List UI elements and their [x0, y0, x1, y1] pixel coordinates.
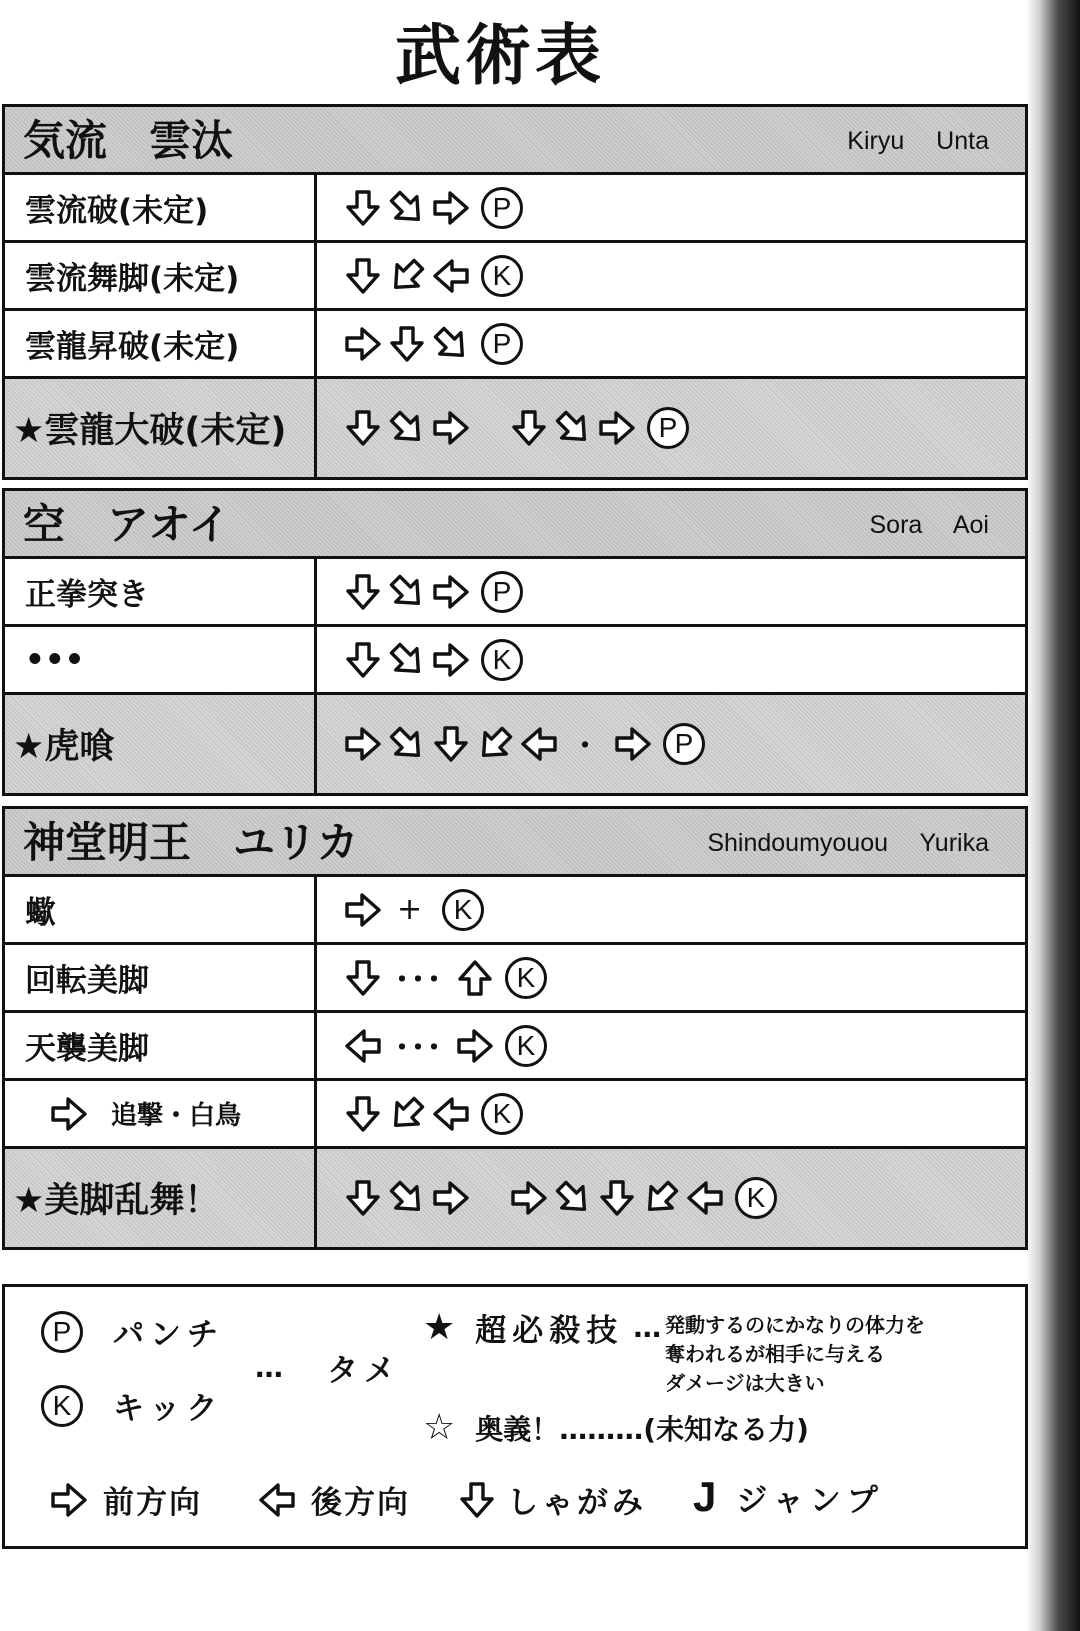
character-header — [5, 107, 1025, 175]
down-arrow-icon — [343, 1094, 383, 1134]
down-label: しゃがみ — [507, 1485, 647, 1521]
forward-arrow-icon — [49, 1094, 89, 1134]
move-name-cell — [5, 877, 317, 942]
move-name-cell — [5, 1013, 317, 1078]
punch-label: パンチ — [113, 1317, 224, 1353]
character-section — [2, 104, 1028, 480]
move-name: 追撃・白鳥 — [111, 1101, 242, 1131]
back-arrow-icon — [257, 1480, 297, 1520]
kick-button-icon: K — [481, 255, 523, 297]
move-name: 天襲美脚 — [25, 1031, 149, 1067]
super-move-row — [5, 379, 1025, 477]
move-name: 正拳突き — [25, 577, 149, 613]
move-command — [317, 175, 1025, 240]
back-label: 後方向 — [311, 1485, 410, 1521]
down-forward-arrow-icon — [553, 1178, 593, 1218]
forward-arrow-icon — [49, 1480, 89, 1520]
forward-arrow-icon — [343, 324, 383, 364]
move-command — [317, 945, 1025, 1010]
move-name: 雲龍昇破(未定) — [25, 329, 240, 365]
legend-ougi — [423, 1407, 809, 1448]
kick-button-icon: K — [505, 957, 547, 999]
super-move-row — [5, 1149, 1025, 1247]
move-row — [5, 311, 1025, 379]
move-name: ★雲龍大破(未定) — [13, 411, 287, 451]
forward-arrow-icon — [343, 724, 383, 764]
move-name: 蠍 — [25, 895, 56, 931]
move-name-cell — [5, 1081, 317, 1146]
move-name-cell — [5, 945, 317, 1010]
move-command — [317, 311, 1025, 376]
character-section — [2, 488, 1028, 796]
kick-button-icon: K — [505, 1025, 547, 1067]
down-arrow-icon — [509, 408, 549, 448]
down-forward-arrow-icon — [387, 572, 427, 612]
punch-button-icon: P — [481, 571, 523, 613]
kick-button-icon: K — [481, 1093, 523, 1135]
move-command — [317, 559, 1025, 624]
down-back-arrow-icon — [387, 256, 427, 296]
move-name-cell — [5, 243, 317, 308]
character-header — [5, 491, 1025, 559]
super-move-row — [5, 695, 1025, 793]
down-arrow-icon — [343, 256, 383, 296]
back-arrow-icon — [685, 1178, 725, 1218]
character-name: 神堂明王 ユリカ — [23, 818, 359, 867]
character-romaji: Kiryu Unta — [847, 127, 989, 155]
super-desc-line-1: 発動するのにかなりの体力を — [665, 1313, 925, 1337]
page-edge-shadow — [1026, 0, 1080, 1631]
charge-label: タメ — [327, 1353, 401, 1389]
ougi-label: 奥義！………(未知なる力) — [475, 1412, 809, 1446]
super-star-icon: ★ — [423, 1307, 456, 1348]
legend-down — [457, 1477, 647, 1522]
down-arrow-icon — [457, 1480, 497, 1520]
move-name: ★美脚乱舞！ — [13, 1181, 220, 1221]
kick-button-icon: K — [735, 1177, 777, 1219]
move-command — [317, 243, 1025, 308]
character-header — [5, 809, 1025, 877]
kick-button-icon: K — [41, 1385, 83, 1427]
punch-button-icon: P — [663, 723, 705, 765]
legend-kick — [41, 1383, 223, 1428]
page-title: 武術表 — [395, 17, 605, 94]
move-command — [317, 695, 1025, 793]
kick-label: キック — [113, 1391, 224, 1427]
forward-arrow-icon — [431, 408, 471, 448]
kick-button-icon: K — [442, 889, 484, 931]
legend-back — [257, 1477, 410, 1522]
charge-dots: … — [255, 1351, 283, 1384]
forward-arrow-icon — [431, 572, 471, 612]
move-row — [5, 877, 1025, 945]
super-description — [665, 1311, 925, 1398]
super-desc-line-3: ダメージは大きい — [665, 1371, 825, 1395]
move-command — [317, 1081, 1025, 1146]
move-name-cell — [5, 1149, 317, 1247]
move-row — [5, 243, 1025, 311]
move-row — [5, 175, 1025, 243]
move-name-cell — [5, 695, 317, 793]
move-name-cell — [5, 379, 317, 477]
down-arrow-icon — [343, 572, 383, 612]
forward-arrow-icon — [613, 724, 653, 764]
move-name-cell — [5, 175, 317, 240]
super-dots: … — [633, 1311, 662, 1344]
down-back-arrow-icon — [387, 1094, 427, 1134]
legend-box — [2, 1284, 1028, 1549]
down-forward-arrow-icon — [387, 188, 427, 228]
ougi-star-icon: ☆ — [423, 1407, 456, 1448]
down-arrow-icon — [343, 188, 383, 228]
hold-dots: ･･･ — [395, 1030, 444, 1064]
move-name: 雲流舞脚(未定) — [25, 261, 240, 297]
move-row — [5, 627, 1025, 695]
move-name: ★虎喰 — [13, 727, 115, 767]
move-command — [317, 1013, 1025, 1078]
character-name: 空 アオイ — [23, 500, 231, 549]
forward-arrow-icon — [431, 188, 471, 228]
down-arrow-icon — [343, 640, 383, 680]
punch-button-icon: P — [481, 187, 523, 229]
hold-dots: ･･･ — [395, 962, 444, 996]
down-forward-arrow-icon — [387, 408, 427, 448]
forward-arrow-icon — [509, 1178, 549, 1218]
down-arrow-icon — [343, 958, 383, 998]
down-arrow-icon — [343, 1178, 383, 1218]
jump-symbol: J — [693, 1473, 717, 1520]
super-desc-line-2: 奪われるが相手に与える — [665, 1342, 885, 1366]
move-command — [317, 877, 1025, 942]
down-arrow-icon — [431, 724, 471, 764]
forward-arrow-icon — [431, 1178, 471, 1218]
down-forward-arrow-icon — [387, 1178, 427, 1218]
move-row — [5, 1013, 1025, 1081]
plus-sign: + — [397, 892, 423, 927]
character-name: 気流 雲汰 — [23, 116, 234, 165]
down-arrow-icon — [343, 408, 383, 448]
back-arrow-icon — [431, 256, 471, 296]
punch-button-icon: P — [481, 323, 523, 365]
move-command — [317, 627, 1025, 692]
back-arrow-icon — [343, 1026, 383, 1066]
down-back-arrow-icon — [475, 724, 515, 764]
forward-label: 前方向 — [103, 1485, 202, 1521]
move-name: 雲流破(未定) — [25, 193, 209, 229]
legend-punch — [41, 1309, 224, 1354]
down-back-arrow-icon — [641, 1178, 681, 1218]
jump-label: ジャンプ — [736, 1482, 884, 1519]
move-name-cell — [5, 311, 317, 376]
legend-super — [423, 1305, 661, 1350]
down-forward-arrow-icon — [431, 324, 471, 364]
back-arrow-icon — [519, 724, 559, 764]
move-row — [5, 559, 1025, 627]
move-name: 回転美脚 — [25, 963, 149, 999]
forward-arrow-icon — [343, 890, 383, 930]
up-arrow-icon — [455, 958, 495, 998]
super-label: 超必殺技 — [475, 1313, 624, 1349]
then-dot: ・ — [571, 729, 602, 762]
forward-arrow-icon — [455, 1026, 495, 1066]
forward-arrow-icon — [431, 640, 471, 680]
back-arrow-icon — [431, 1094, 471, 1134]
legend-jump — [693, 1473, 884, 1521]
down-forward-arrow-icon — [553, 408, 593, 448]
character-section — [2, 806, 1028, 1250]
punch-button-icon: P — [41, 1311, 83, 1353]
move-name-cell — [5, 559, 317, 624]
legend-charge — [255, 1345, 401, 1390]
kick-button-icon: K — [481, 639, 523, 681]
character-romaji: Sora Aoi — [869, 511, 989, 539]
move-row — [5, 945, 1025, 1013]
down-arrow-icon — [387, 324, 427, 364]
move-name: ••• — [25, 641, 85, 678]
down-arrow-icon — [597, 1178, 637, 1218]
move-command — [317, 1149, 1025, 1247]
forward-arrow-icon — [597, 408, 637, 448]
legend-forward — [49, 1477, 202, 1522]
move-command — [317, 379, 1025, 477]
down-forward-arrow-icon — [387, 640, 427, 680]
punch-button-icon: P — [647, 407, 689, 449]
down-forward-arrow-icon — [387, 724, 427, 764]
move-row — [5, 1081, 1025, 1149]
move-name-cell — [5, 627, 317, 692]
character-romaji: Shindoumyouou Yurika — [707, 829, 989, 857]
